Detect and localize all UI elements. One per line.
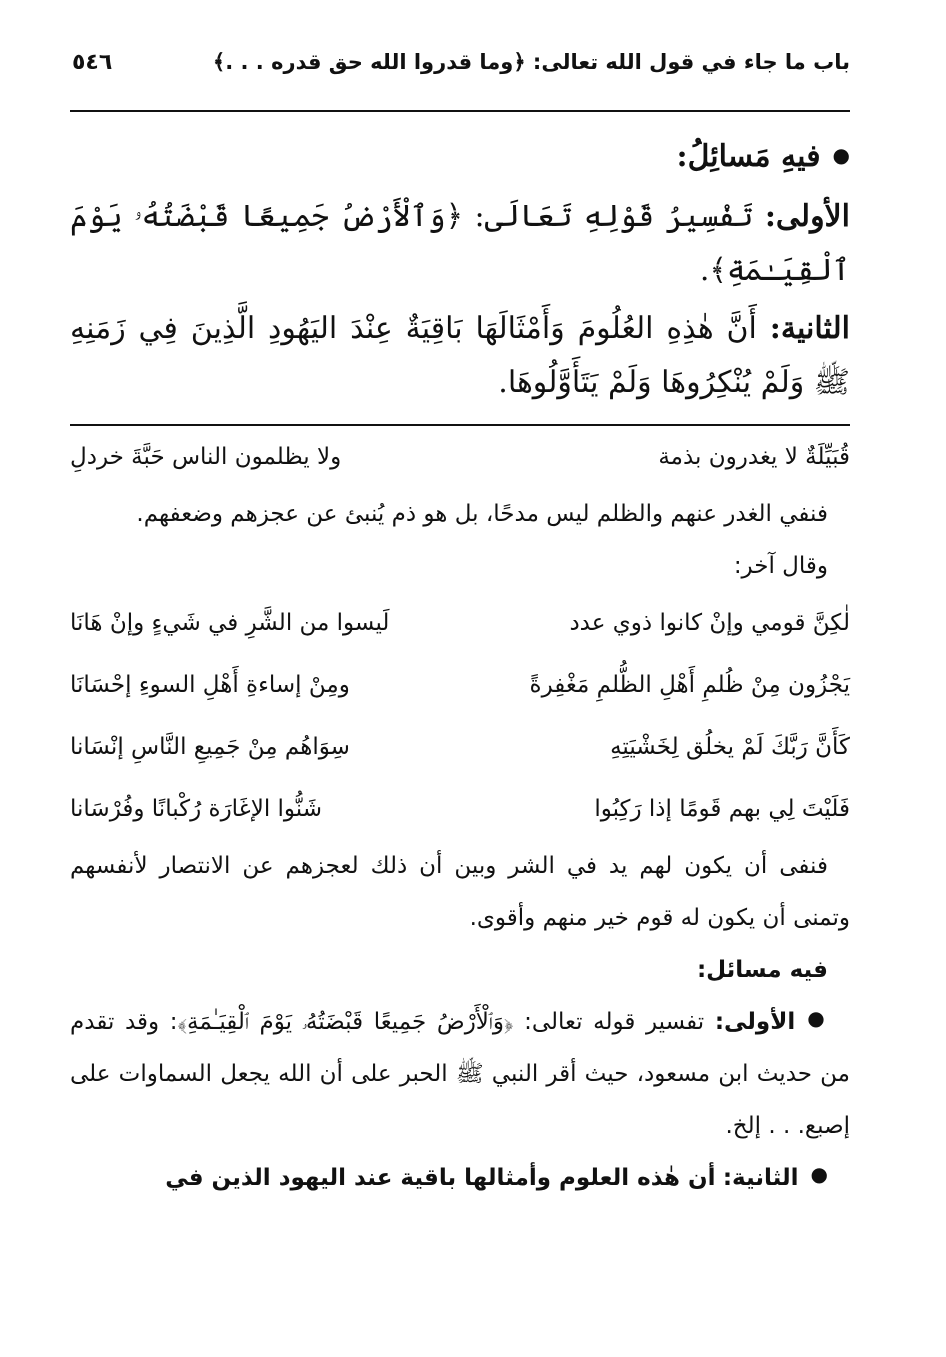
page-number: ٥٤٦ xyxy=(72,50,113,75)
verse-line xyxy=(70,778,850,840)
header-rule xyxy=(70,110,850,112)
matn-item-2-text: أَنَّ هٰذِهِ العُلُومَ وَأَمْثَالَهَا بَاقِيَةٌ عِنْدَ اليَهُودِ الَّذِينَ فِي زَمَنِهِ ﷺ وَلَمْ يُنْكِرُوهَا وَلَمْ يَتَأَوَّلُوهَا. xyxy=(70,311,850,400)
sharh-item-2 xyxy=(70,1152,850,1204)
verse-hemistich: قُبَيِّلَةٌ لا يغدرون بذمة xyxy=(658,444,850,470)
commentary-paragraph: فنفى أن يكون لهم يد في الشر وبين أن ذلك لعجزهم عن الانتصار لأنفسهم وتمنى أن يكون له قوم خير منهم وأقوى. xyxy=(70,853,850,931)
matn-heading: ● فيهِ مَسائِلُ: xyxy=(70,130,850,186)
verse-line xyxy=(70,592,850,654)
commentary-intro: وقال آخر: xyxy=(733,553,828,579)
sharh-item-2-text: أن هٰذه العلوم وأمثالها باقية عند اليهود الذين في xyxy=(165,1165,716,1191)
sharh-section xyxy=(70,426,850,1204)
verse-hemistich: ولا يظلمون الناس حَبَّةَ خردلِ xyxy=(70,444,342,470)
bullet-icon xyxy=(799,1161,828,1187)
bullet-icon xyxy=(795,1005,828,1031)
sharh-item-1 xyxy=(70,996,850,1152)
matn-item-2 xyxy=(70,302,850,410)
verse-line xyxy=(70,654,850,716)
verse-hemistich: يَجْزُون مِنْ ظُلمِ أَهْلِ الظُّلمِ مَغْفِرةً xyxy=(529,672,850,698)
verse-hemistich: ومِنْ إساءةِ أَهْلِ السوءِ إحْسَانَا xyxy=(70,672,350,698)
matn-item-2-label: الثانية: xyxy=(769,311,851,346)
matn-item-1-text: تَفْسِيرُ قَوْلِهِ تَعَالَى: ﴿وَٱلْأَرْضُ جَمِيعًا قَبْضَتُهُۥ يَوْمَ ٱلْقِيَـٰمَةِ﴾. xyxy=(70,199,850,288)
verse-line xyxy=(70,716,850,778)
matn-section xyxy=(70,130,850,410)
verse-line xyxy=(70,426,850,488)
sharh-item-1-label: الأولى: xyxy=(714,1009,796,1035)
matn-item-1 xyxy=(70,190,850,298)
verse-hemistich: شَنُّوا الإغَارَة رُكْبانًا وفُرْسَانا xyxy=(70,796,323,822)
matn-item-1-label: الأولى: xyxy=(764,199,850,234)
verse-hemistich: فَلَيْتَ لِي بهم قَومًا إذا رَكِبُوا xyxy=(594,796,850,822)
sharh-item-2-label: الثانية: xyxy=(722,1165,799,1191)
sharh-heading: فيه مسائل: xyxy=(696,957,828,983)
chapter-title: باب ما جاء في قول الله تعالى: ﴿وما قدروا الله حق قدره . . .﴾ xyxy=(212,50,850,74)
running-header xyxy=(70,50,850,110)
verse-hemistich: لٰكِنَّ قومي وإنْ كانوا ذوي عدد xyxy=(569,610,850,636)
verse-hemistich: كَأَنَّ رَبَّكَ لَمْ يخلُق لِخَشْيَتِهِ xyxy=(610,734,850,760)
sharh-item-1-text: تفسير قوله تعالى: ﴿وَٱلْأَرْضُ جَمِيعًا قَبْضَتُهُۥ يَوْمَ ٱلْقِيَـٰمَةِ﴾: وقد تقدم من حديث ابن مسعود، حيث أقر النبي ﷺ الحبر على أن الله يجعل السماوات على إصبع. . . إلخ. xyxy=(70,1009,850,1139)
verse-hemistich: لَيسوا من الشَّرِ في شَيءٍ وإنْ هَانَا xyxy=(70,610,390,636)
commentary-paragraph: فنفي الغدر عنهم والظلم ليس مدحًا، بل هو ذم يُنبئ عن عجزهم وضعفهم. xyxy=(136,501,828,527)
page xyxy=(70,50,850,1204)
verse-hemistich: سِوَاهُم مِنْ جَمِيعِ النَّاسِ إنْسَانا xyxy=(70,734,350,760)
